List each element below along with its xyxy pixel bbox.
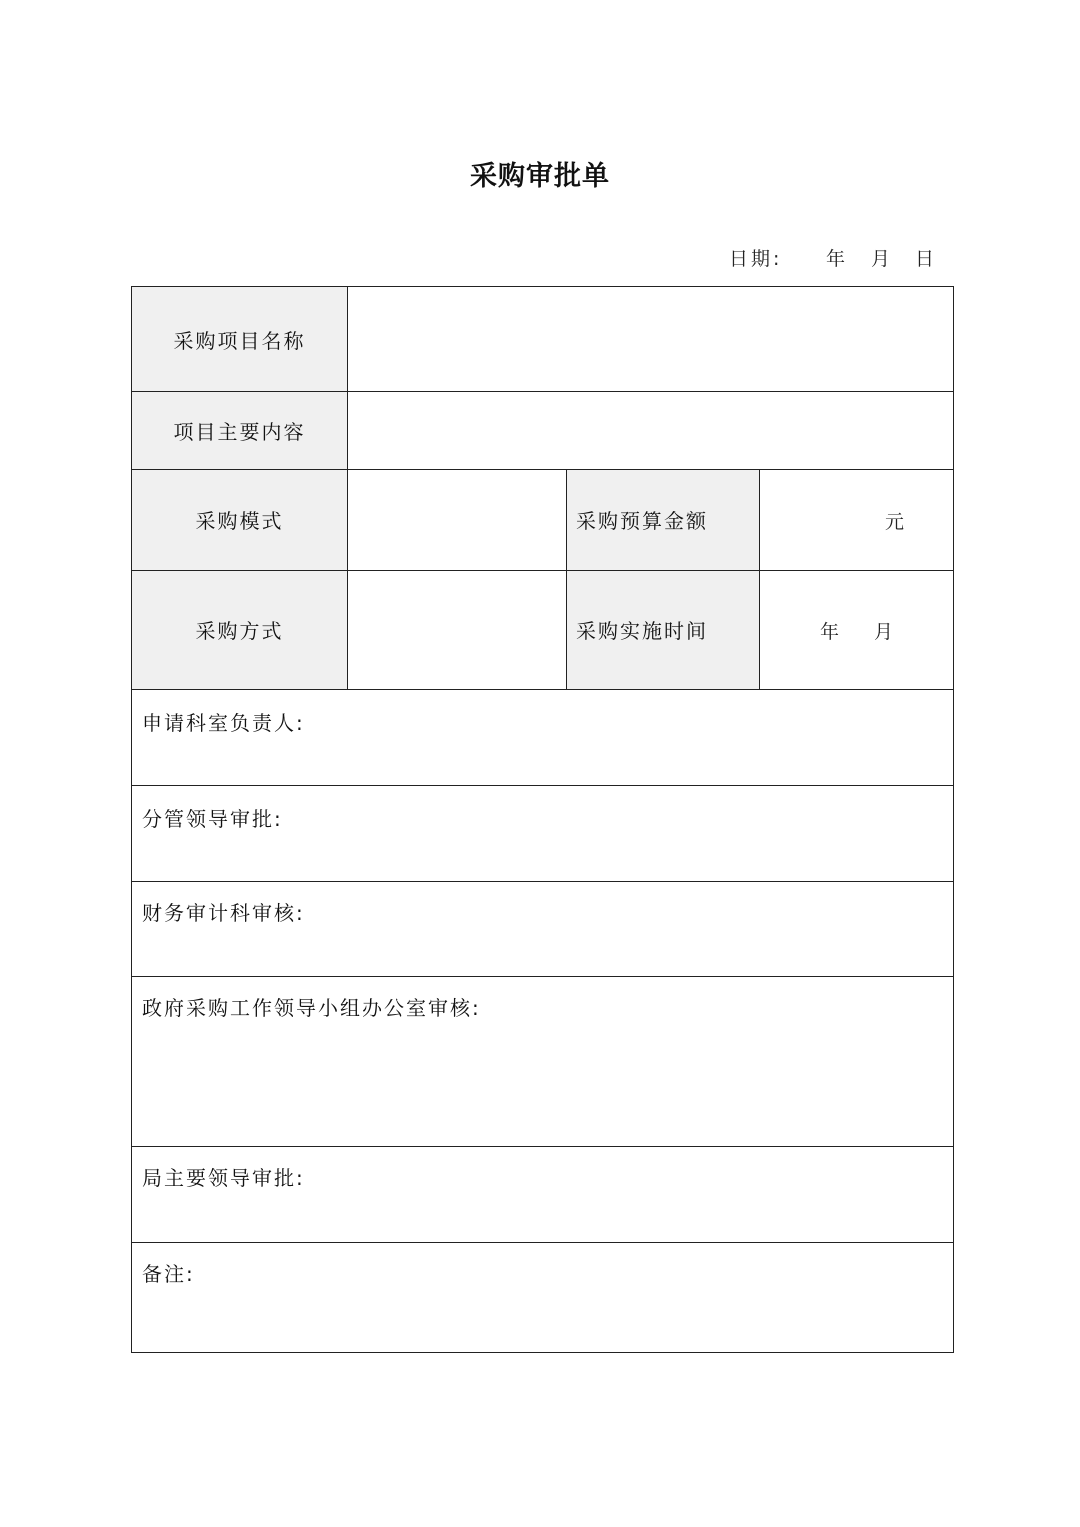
procurement-method-field[interactable] — [347, 570, 566, 689]
procurement-mode-label: 采购模式 — [195, 509, 284, 533]
grid-hline — [132, 391, 953, 392]
implementation-time-label-cell — [566, 570, 759, 689]
grid-hline — [132, 976, 953, 977]
remarks-section[interactable] — [132, 1242, 953, 1352]
leader-approval-section[interactable] — [132, 785, 953, 881]
project-content-label: 项目主要内容 — [173, 419, 306, 444]
dept-head-label: 申请科室负责人: — [142, 711, 305, 735]
approval-form-table — [131, 286, 954, 1353]
remarks-label: 备注: — [142, 1262, 195, 1286]
grid-hline — [132, 881, 953, 882]
project-content-label-cell — [132, 391, 347, 469]
budget-field[interactable] — [759, 469, 953, 570]
project-content-field[interactable] — [347, 391, 953, 469]
project-name-label-cell — [132, 287, 347, 391]
project-name-field[interactable] — [347, 287, 953, 391]
procurement-method-label-cell — [132, 570, 347, 689]
project-name-label: 采购项目名称 — [173, 328, 306, 353]
implementation-time-label: 采购实施时间 — [576, 619, 708, 643]
gov-office-review-section[interactable] — [132, 976, 953, 1146]
procurement-mode-label-cell — [132, 469, 347, 570]
page-title: 采购审批单 — [470, 161, 610, 192]
budget-label-cell — [566, 469, 759, 570]
grid-vline — [566, 469, 567, 689]
grid-hline — [132, 1146, 953, 1147]
budget-label: 采购预算金额 — [576, 509, 708, 533]
grid-vline — [759, 469, 760, 689]
finance-audit-section[interactable] — [132, 881, 953, 976]
bureau-leader-approval-label: 局主要领导审批: — [142, 1166, 305, 1190]
grid-hline — [132, 570, 953, 571]
procurement-mode-field[interactable] — [347, 469, 566, 570]
date-day-label: 日 — [915, 248, 935, 270]
impl-year-label: 年 — [820, 621, 842, 643]
grid-vline — [347, 287, 348, 689]
grid-hline — [132, 469, 953, 470]
date-year-label: 年 — [826, 248, 846, 270]
procurement-method-label: 采购方式 — [195, 619, 284, 643]
dept-head-section[interactable] — [132, 689, 953, 785]
date-label: 日期: — [729, 248, 783, 270]
grid-hline — [132, 1242, 953, 1243]
leader-approval-label: 分管领导审批: — [142, 807, 283, 831]
implementation-time-field[interactable] — [759, 570, 953, 689]
bureau-leader-approval-section[interactable] — [132, 1146, 953, 1242]
finance-audit-label: 财务审计科审核: — [142, 901, 305, 925]
grid-hline — [132, 785, 953, 786]
grid-hline — [132, 689, 953, 690]
budget-unit: 元 — [885, 511, 907, 533]
impl-month-label: 月 — [874, 621, 896, 643]
date-month-label: 月 — [871, 248, 891, 270]
gov-office-review-label: 政府采购工作领导小组办公室审核: — [142, 996, 481, 1020]
